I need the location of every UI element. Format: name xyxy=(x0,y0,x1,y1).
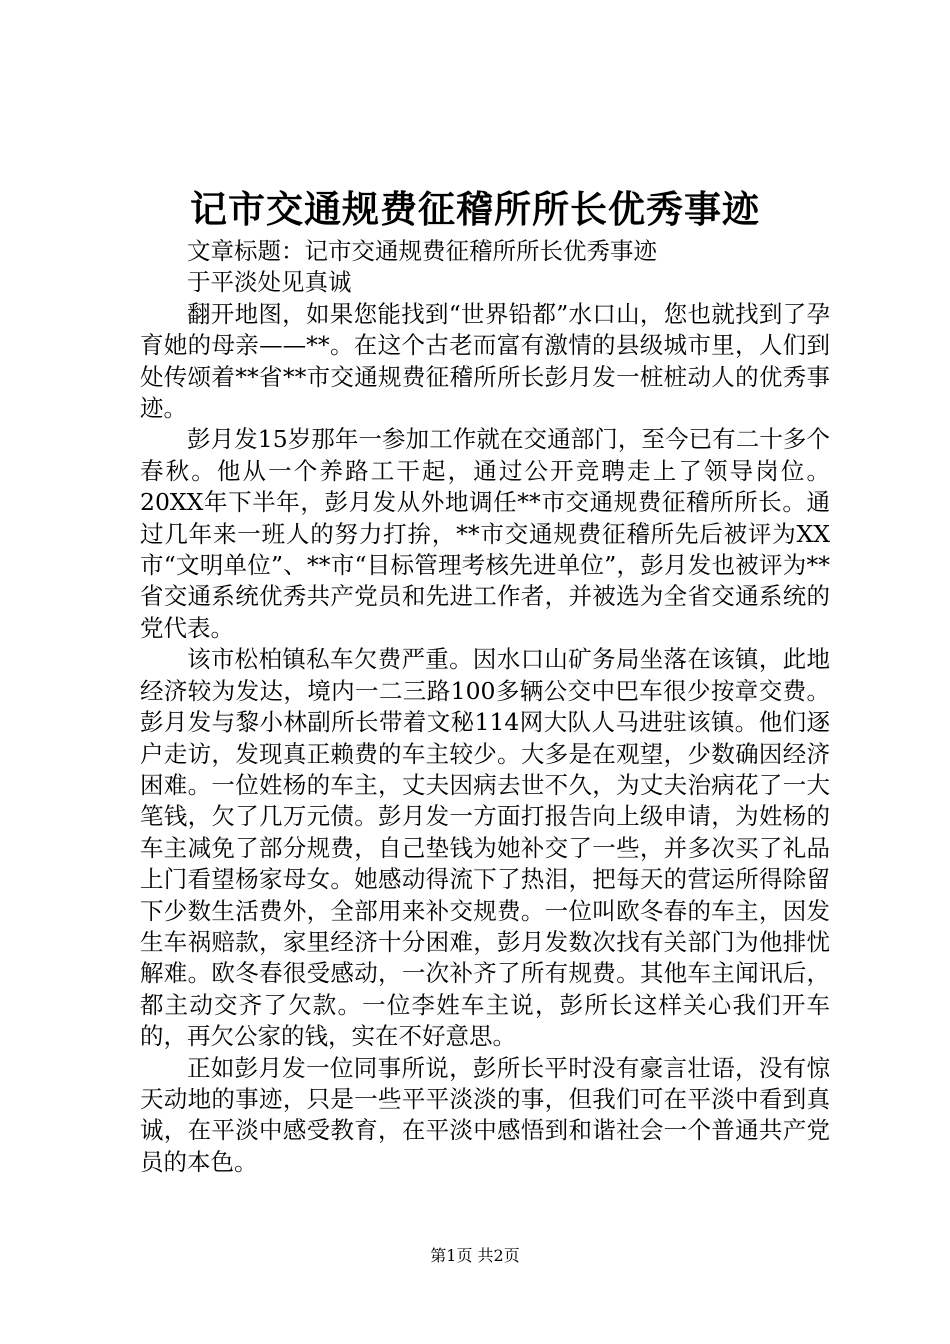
document-subtitle: 于平淡处见真诚 xyxy=(187,268,352,297)
body-paragraph: 翻开地图，如果您能找到“世界铅都”水口山，您也就找到了孕育她的母亲——**。在这个古老而富有激情的县级城市里，人们到处传颂着**省**市交通规费征稽所所长彭月发一桩桩动人的优秀事迹。 xyxy=(140,299,830,423)
body-paragraph: 彭月发15岁那年一参加工作就在交通部门，至今已有二十多个春秋。他从一个养路工干起，通过公开竞聘走上了领导岗位。20XX年下半年，彭月发从外地调任**市交通规费征稽所所长。通过几年来一班人的努力打拚，**市交通规费征稽所先后被评为XX市“文明单位”、**市“目标管理考核先进单位”，彭月发也被评为**省交通系统优秀共产党员和先进工作者，并被选为全省交通系统的党代表。 xyxy=(140,425,830,642)
body-paragraph: 正如彭月发一位同事所说，彭所长平时没有豪言壮语，没有惊天动地的事迹，只是一些平平淡淡的事，但我们可在平淡中看到真诚，在平淡中感受教育，在平淡中感悟到和谐社会一个普通共产党员的本色。 xyxy=(140,1053,830,1176)
article-label-line: 文章标题：记市交通规费征稽所所长优秀事迹 xyxy=(187,237,657,265)
page-footer xyxy=(0,1245,950,1267)
document-body xyxy=(140,236,830,1178)
document-title: 记市交通规费征稽所所长优秀事迹 xyxy=(190,187,760,231)
body-paragraph: 该市松柏镇私车欠费严重。因水口山矿务局坐落在该镇，此地经济较为发达，境内一二三路100多辆公交中巴车很少按章交费。彭月发与黎小林副所长带着文秘114网大队人马进驻该镇。他们逐户走访，发现真正赖费的车主较少。大多是在观望，少数确因经济困难。一位姓杨的车主，丈夫因病去世不久，为丈夫治病花了一大笔钱，欠了几万元债。彭月发一方面打报告向上级申请，为姓杨的车主减免了部分规费，自己垫钱为她补交了一些，并多次买了礼品上门看望杨家母女。她感动得流下了热泪，把每天的营运所得除留下少数生活费外，全部用来补交规费。一位叫欧冬春的车主，因发生车祸赔款，家里经济十分困难，彭月发数次找有关部门为他排忧解难。欧冬春很受感动，一次补齐了所有规费。其他车主闻讯后，都主动交齐了欠款。一位李姓车主说，彭所长这样关心我们开车的，再欠公家的钱，实在不好意思。 xyxy=(140,645,830,1051)
page-number: 第1页 共2页 xyxy=(430,1246,520,1265)
